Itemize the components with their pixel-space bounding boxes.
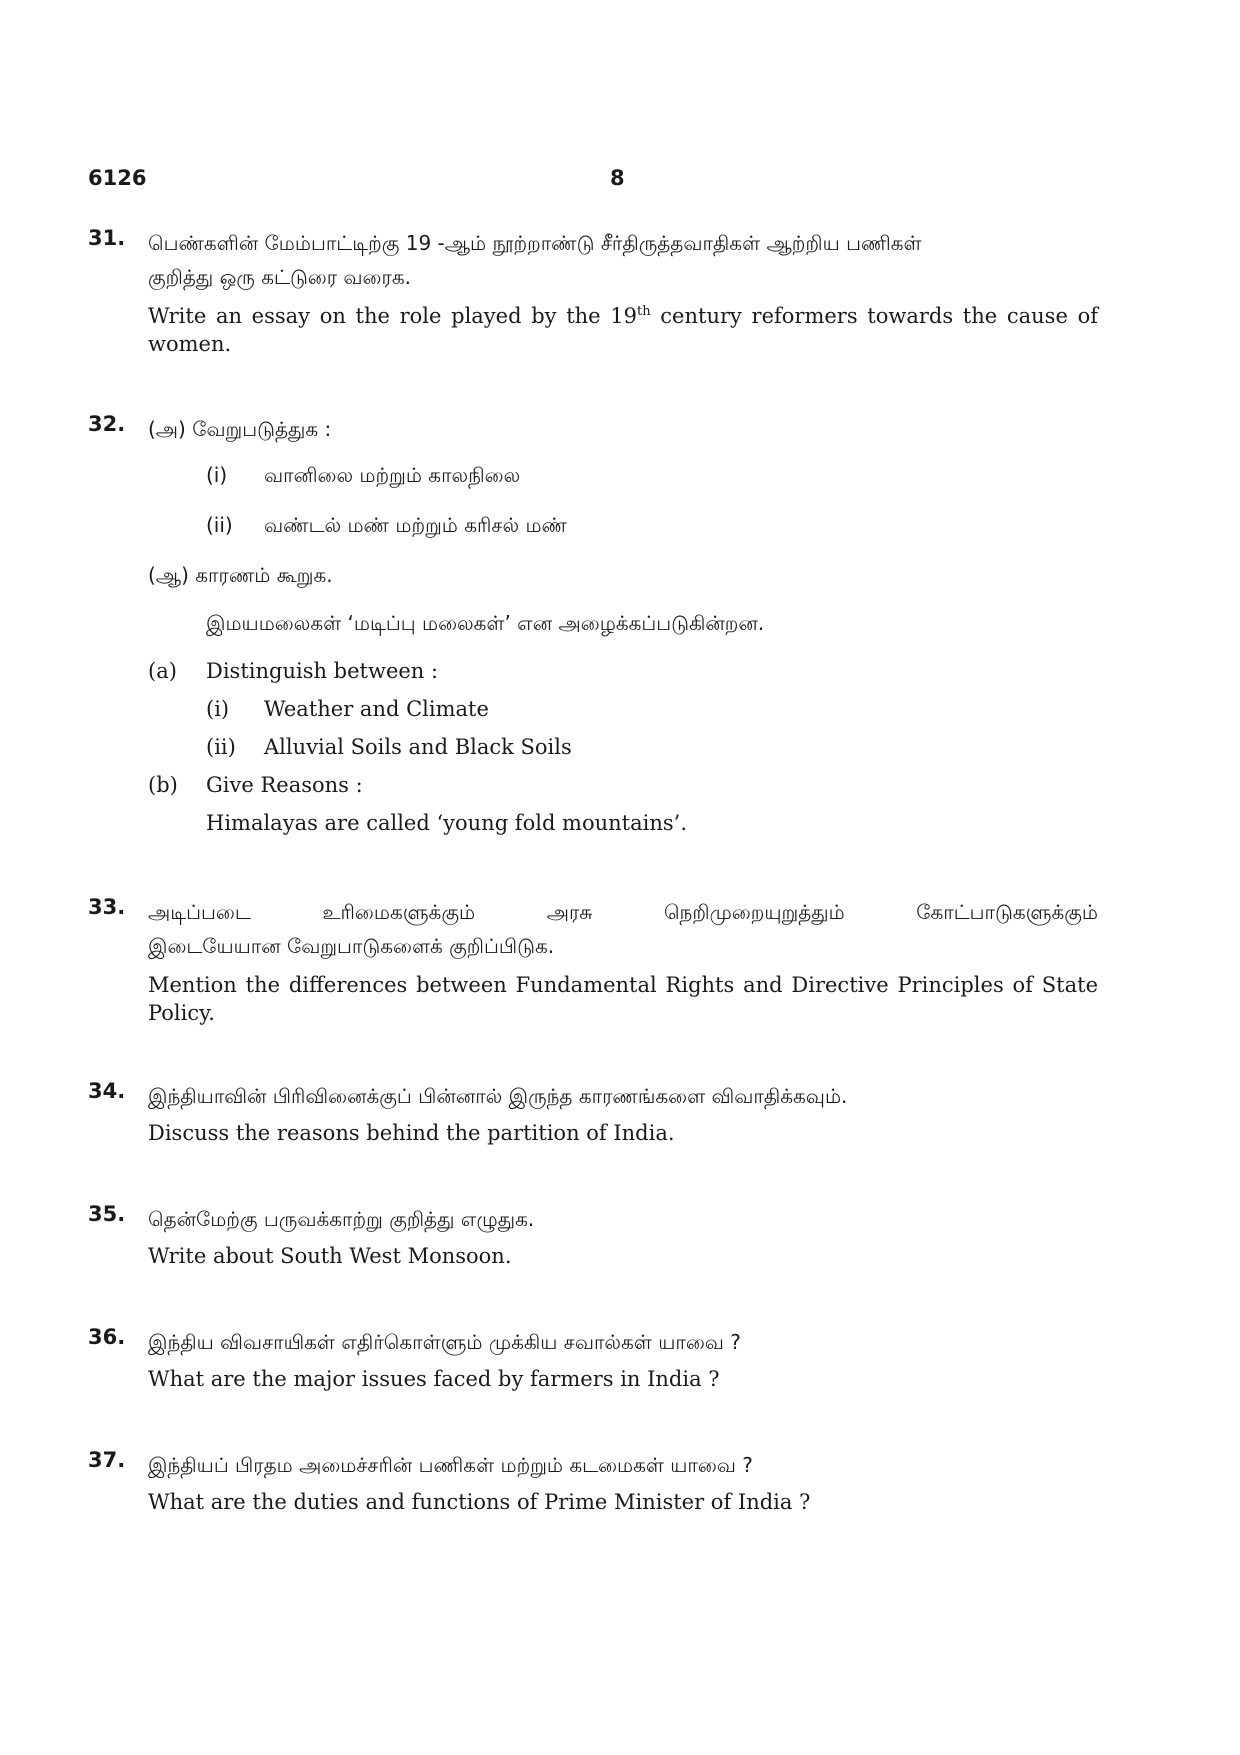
question-37 — [88, 1448, 1098, 1516]
question-number: 31. — [88, 226, 126, 250]
question-number: 36. — [88, 1325, 126, 1349]
question-32 — [88, 412, 1098, 842]
question-31 — [88, 226, 1098, 358]
tamil-text: குறித்து ஒரு கட்டுரை வரைக. — [148, 265, 411, 289]
english-text: Mention the differences between Fundamental Rights and Directive Principles of State Policy. — [148, 973, 1098, 1025]
english-part-b: (b) Give Reasons : — [148, 773, 363, 797]
tamil-part-b: (ஆ) காரணம் கூறுக. — [148, 563, 333, 587]
english-item-i: (i) Weather and Climate — [206, 697, 489, 721]
tamil-text: இந்திய விவசாயிகள் எதிர்கொள்ளும் முக்கிய சவால்கள் யாவை ? — [148, 1330, 741, 1354]
tamil-text: இந்தியப் பிரதம அமைச்சரின் பணிகள் மற்றும் கடமைகள் யாவை ? — [148, 1453, 753, 1477]
english-statement: Himalayas are called ‘young fold mountains’. — [206, 811, 687, 835]
question-number: 33. — [88, 895, 126, 919]
english-text: Write about South West Monsoon. — [148, 1244, 512, 1268]
english-part-a: (a) Distinguish between : — [148, 659, 439, 683]
question-number: 32. — [88, 412, 126, 436]
tamil-text: தென்மேற்கு பருவக்காற்று குறித்து எழுதுக. — [148, 1207, 535, 1231]
tamil-text: அடிப்படை உரிமைகளுக்கும் அரசு நெறிமுறையுறுத்தும் கோட்பாடுகளுக்கும் — [148, 900, 1098, 924]
question-number: 35. — [88, 1202, 126, 1226]
question-33 — [88, 895, 1098, 1027]
english-text: What are the major issues faced by farmers in India ? — [148, 1367, 720, 1391]
question-35 — [88, 1202, 1098, 1270]
tamil-text: பெண்களின் மேம்பாட்டிற்கு 19 -ஆம் நூற்றாண்டு சீர்திருத்தவாதிகள் ஆற்றிய பணிகள் — [148, 231, 922, 255]
question-number: 34. — [88, 1079, 126, 1103]
page-number: 8 — [610, 166, 625, 190]
paper-code: 6126 — [88, 166, 147, 190]
tamil-item-i: (i) வானிலை மற்றும் காலநிலை — [206, 463, 521, 487]
tamil-statement: இமயமலைகள் ‘மடிப்பு மலைகள்’ என அழைக்கப்படுகின்றன. — [206, 611, 765, 635]
tamil-text: இடையேயான வேறுபாடுகளைக் குறிப்பிடுக. — [148, 934, 555, 958]
question-34 — [88, 1079, 1098, 1147]
question-number: 37. — [88, 1448, 126, 1472]
english-text: What are the duties and functions of Prime Minister of India ? — [148, 1490, 811, 1514]
tamil-item-ii: (ii) வண்டல் மண் மற்றும் கரிசல் மண் — [206, 513, 568, 537]
english-item-ii: (ii) Alluvial Soils and Black Soils — [206, 735, 572, 759]
question-36 — [88, 1325, 1098, 1393]
english-text: Discuss the reasons behind the partition of India. — [148, 1121, 675, 1145]
tamil-text: இந்தியாவின் பிரிவினைக்குப் பின்னால் இருந்த காரணங்களை விவாதிக்கவும். — [148, 1084, 848, 1108]
tamil-part-a: (அ) வேறுபடுத்துக : — [148, 417, 332, 441]
english-text: Write an essay on the role played by the 19th century reformers towards the cause of women. — [148, 304, 1098, 356]
